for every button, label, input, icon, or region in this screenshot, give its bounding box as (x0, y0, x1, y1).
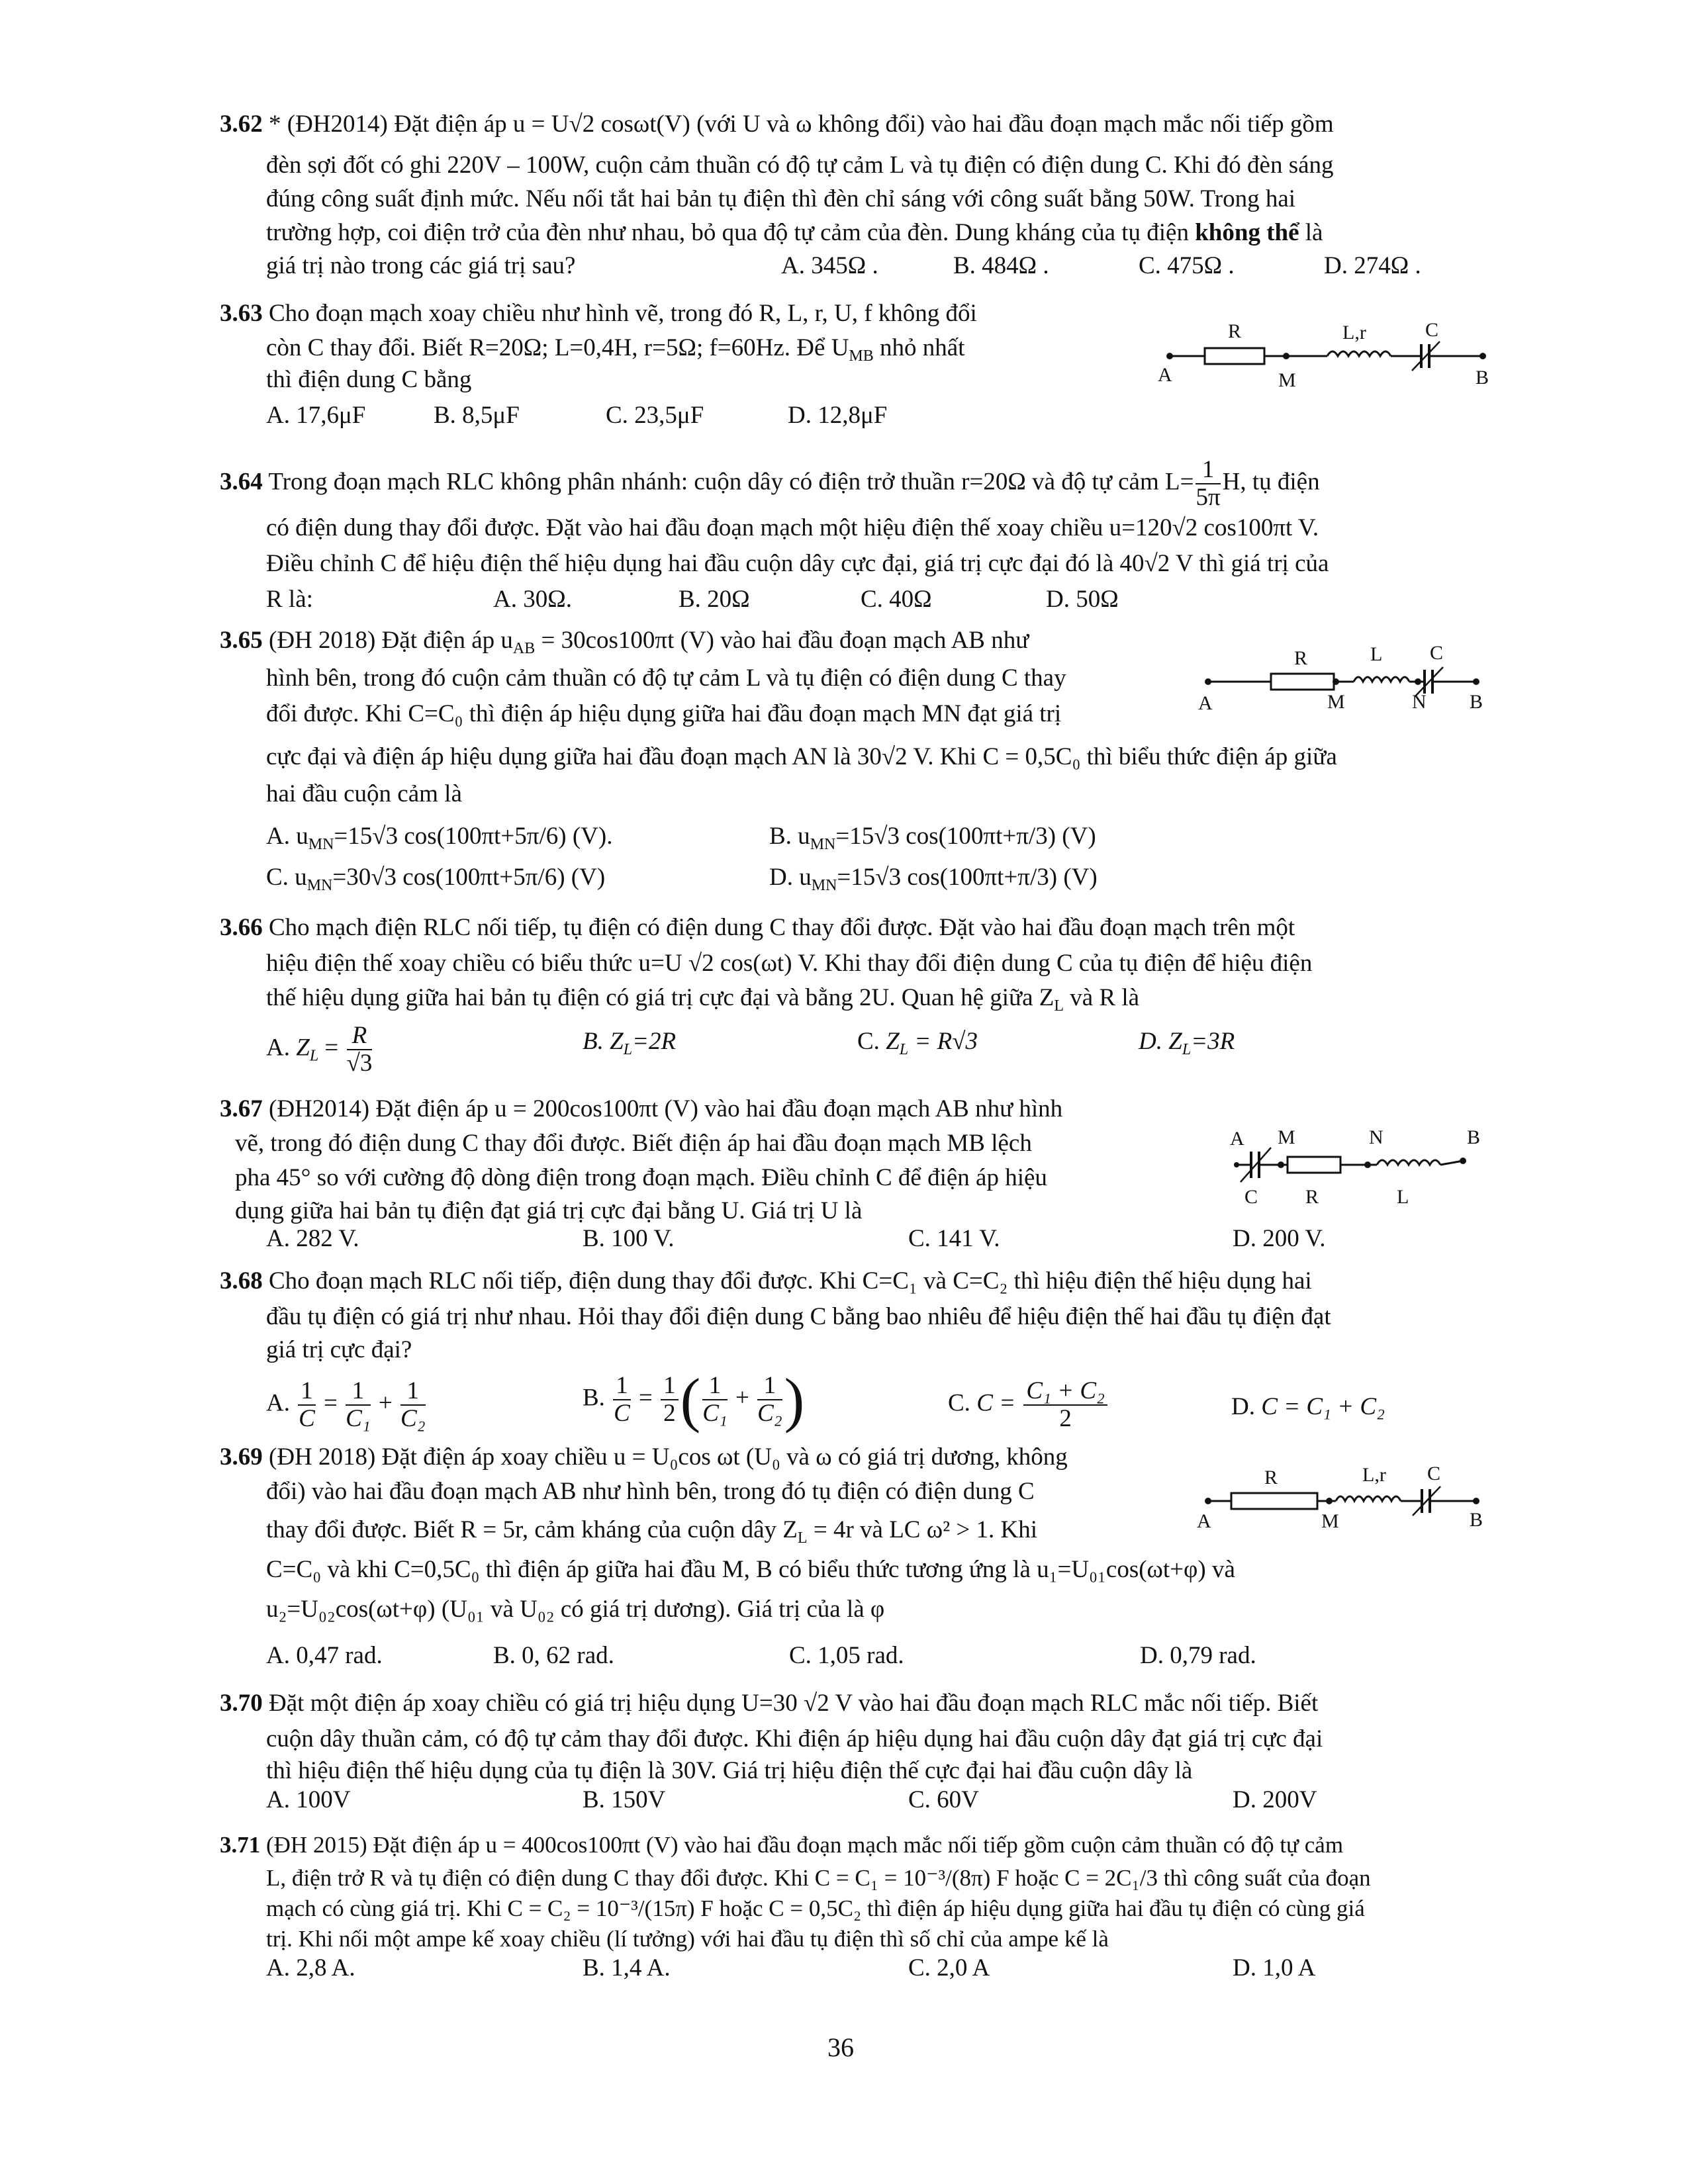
fraction-denominator: C (614, 1400, 630, 1427)
question-text: * (ĐH2014) Đặt điện áp u = U√2 cosωt(V) (với U và ω không đổi) vào hai đầu đoạn mạch mắc nối tiếp gồm (269, 111, 1334, 138)
subscript: L (899, 1041, 909, 1058)
fraction (1196, 457, 1220, 511)
label-L: L (1397, 1186, 1409, 1208)
math-op: = (318, 1034, 345, 1062)
fraction-numerator: 1 (661, 1373, 679, 1400)
q69-line5: u₂=U₀₂cos(ωt+φ) (U₀₁ và U₀₂ có giá trị dương). Giá trị của là φ (266, 1596, 885, 1623)
q66-line2: hiệu điện thế xoay chiều có biểu thức u=U √2 cos(ωt) V. Khi thay đổi điện dung C của tụ điện để hiệu điện (266, 950, 1313, 977)
fraction-denominator: 5π (1196, 484, 1221, 511)
q68-option-c (948, 1378, 1109, 1432)
subscript: L (1054, 997, 1064, 1015)
inductor-symbol (1336, 1496, 1401, 1501)
option-label: B. u (769, 823, 810, 850)
option-value: =15√3 cos(100πt+π/3) (V) (837, 864, 1098, 891)
page-number: 36 (827, 2032, 854, 2062)
option-label: C. u (266, 864, 307, 891)
q69-option-b: B. 0, 62 rad. (493, 1642, 614, 1669)
question-text: Đặt một điện áp xoay chiều có giá trị hiệu dụng U=30 √2 V vào hai đầu đoạn mạch RLC mắc nối tiếp. Biết (269, 1690, 1319, 1717)
q69-line1 (220, 1443, 1068, 1472)
q69-line3-text: thay đổi được. Biết R = 5r, cảm kháng của cuộn dây Z (266, 1516, 798, 1543)
label-R: R (1294, 647, 1308, 669)
subscript: MN (810, 836, 836, 853)
question-text: (ĐH 2018) Đặt điện áp u (269, 627, 513, 654)
label-R: R (1264, 1467, 1278, 1488)
q71-line3: mạch có cùng giá trị. Khi C = C₂ = 10⁻³/(15π) F hoặc C = 0,5C₂ thì điện áp hiệu dụng giữa hai đầu tụ điện có cùng giá (266, 1895, 1365, 1921)
question-number: 3.62 (220, 111, 263, 138)
question-text: Trong đoạn mạch RLC không phân nhánh: cuộn dây có điện trở thuần r=20Ω và độ tự cảm L= (268, 468, 1194, 496)
option-value: =15√3 cos(100πt+π/3) (V) (835, 823, 1096, 850)
label-Lr: L,r (1362, 1464, 1386, 1486)
fraction (347, 1023, 373, 1077)
subscript: AB (512, 640, 536, 657)
option-value: =30√3 cos(100πt+5π/6) (V) (332, 864, 606, 891)
resistor-symbol (1271, 674, 1334, 690)
q65-line1-end: = 30cos100πt (V) vào hai đầu đoạn mạch AB như (541, 627, 1029, 654)
q70-option-a: A. 100V (266, 1786, 351, 1813)
option-value: =2R (632, 1028, 677, 1055)
label-A: A (1197, 1510, 1211, 1532)
q62-line2: đèn sợi đốt có ghi 220V – 100W, cuộn cảm thuần có độ tự cảm L và tụ điện có điện dung C. Khi đó đèn sáng (266, 152, 1334, 179)
option-label: D. Z (1139, 1028, 1182, 1055)
q67-line3: pha 45° so với cường độ dòng điện trong đoạn mạch. Điều chỉnh C để điện áp hiệu (235, 1164, 1047, 1191)
q64-line3: Điều chỉnh C để hiệu điện thế hiệu dụng hai đầu cuộn dây cực đại, giá trị cực đại đó là 40√2 V thì giá trị của (266, 550, 1329, 577)
subscript: MN (306, 877, 333, 894)
label-Lr: L,r (1342, 322, 1366, 343)
fraction-numerator: 1 (702, 1373, 727, 1400)
q71-option-a: A. 2,8 A. (266, 1954, 355, 1981)
q70-line2: cuộn dây thuần cảm, có độ tự cảm thay đổi được. Khi điện áp hiệu dụng hai đầu cuộn dây đạt giá trị cực đại (266, 1725, 1323, 1752)
fraction-numerator: 1 (298, 1378, 316, 1406)
q71-line1 (220, 1831, 1343, 1860)
question-text: (ĐH2014) Đặt điện áp u = 200cos100πt (V) vào hai đầu đoạn mạch AB như hình (269, 1095, 1063, 1122)
q62-line4-text: trường hợp, coi điện trở của đèn như nhau, bỏ qua độ tự cảm của đèn. Dung kháng của tụ điện (266, 219, 1189, 246)
q63-line3: thì điện dung C bằng (266, 366, 472, 393)
q63-line1 (220, 299, 977, 328)
q65-line1 (220, 626, 1029, 663)
question-number: 3.71 (220, 1832, 261, 1858)
label-M: M (1321, 1510, 1339, 1532)
fraction (400, 1378, 426, 1432)
q62-line1 (220, 110, 1334, 139)
fraction (346, 1378, 371, 1432)
inductor-symbol (1354, 677, 1409, 682)
q71-option-c: C. 2,0 A (908, 1954, 990, 1981)
option-label: C. (948, 1389, 970, 1417)
fraction-numerator: 1 (346, 1378, 371, 1406)
q65-option-d (769, 863, 1098, 900)
label-B: B (1470, 1509, 1483, 1531)
subscript: L (623, 1041, 633, 1058)
option-label: A. (266, 1389, 290, 1417)
q62-option-b: B. 484Ω . (953, 252, 1049, 279)
fraction-denominator: 2 (663, 1400, 676, 1427)
q66-option-a (266, 1023, 374, 1077)
question-number: 3.64 (220, 468, 263, 496)
q62-option-a: A. 345Ω . (781, 252, 878, 279)
label-R: R (1305, 1186, 1319, 1208)
q70-option-b: B. 150V (583, 1786, 666, 1813)
q67-option-a: A. 282 V. (266, 1225, 359, 1252)
option-label: D. u (769, 864, 812, 891)
option-label: B. (583, 1384, 605, 1412)
q69-circuit-diagram (1192, 1461, 1496, 1534)
question-number: 3.70 (220, 1690, 263, 1717)
question-number: 3.65 (220, 627, 263, 654)
q65-circuit-diagram (1192, 641, 1496, 713)
fraction-numerator: 1 (613, 1373, 631, 1400)
q67-line4: dụng giữa hai bản tụ điện đạt giá trị cực đại bằng U. Giá trị U là (235, 1197, 863, 1224)
q63-option-d: D. 12,8μF (788, 402, 888, 429)
fraction-denominator: C₂ (757, 1400, 782, 1427)
q65-line2: hình bên, trong đó cuộn cảm thuần có độ tự cảm L và tụ điện có điện dung C thay (266, 664, 1066, 692)
q69-option-d: D. 0,79 rad. (1140, 1642, 1256, 1669)
q67-option-b: B. 100 V. (583, 1225, 675, 1252)
q67-line1 (220, 1095, 1062, 1124)
label-C: C (1425, 319, 1439, 341)
q69-option-a: A. 0,47 rad. (266, 1642, 383, 1669)
question-text: (ĐH 2015) Đặt điện áp u = 400cos100πt (V) vào hai đầu đoạn mạch mắc nối tiếp gồm cuộn cảm thuần có độ tự cảm (266, 1832, 1344, 1858)
fraction-denominator: C₂ (400, 1405, 426, 1432)
q67-option-c: C. 141 V. (908, 1225, 1000, 1252)
q71-line2: L, điện trở R và tụ điện có điện dung C thay đổi được. Khi C = C₁ = 10⁻³/(8π) F hoặc C = 2C₁/3 thì công suất của đoạn (266, 1865, 1371, 1891)
q62-line5: giá trị nào trong các giá trị sau? (266, 252, 576, 279)
q64-option-b: B. 20Ω (679, 586, 750, 613)
q66-option-d (1139, 1027, 1235, 1064)
q63-circuit-diagram (1155, 316, 1499, 396)
q68-line2: đầu tụ điện có giá trị như nhau. Hỏi thay đổi điện dung C bằng bao nhiêu để hiệu điện thế hai đầu tụ điện đạt (266, 1303, 1331, 1330)
subscript: L (797, 1529, 808, 1547)
q71-option-d: D. 1,0 A (1233, 1954, 1316, 1981)
q64-line2: có điện dung thay đổi được. Đặt vào hai đầu đoạn mạch một hiệu điện thế xoay chiều u=120√2 cos100πt V. (266, 514, 1319, 541)
label-M: M (1278, 369, 1296, 391)
q68-option-a: A. $\frac{1}{C}$ = $\frac{1}{\text{C₁}}$ + $\frac{1}{\text{C₂}}$ (266, 1377, 426, 1432)
q65-option-a (266, 822, 612, 859)
q67-circuit-diagram (1218, 1118, 1496, 1218)
question-text: Cho đoạn mạch xoay chiều như hình vẽ, trong đó R, L, r, U, f không đổi (269, 300, 977, 327)
label-M: M (1278, 1126, 1295, 1148)
subscript: L (309, 1047, 319, 1065)
q63-option-b: B. 8,5μF (434, 402, 520, 429)
option-value: =3R (1191, 1028, 1235, 1055)
q69-option-c: C. 1,05 rad. (789, 1642, 904, 1669)
fraction-numerator: 1 (1196, 457, 1220, 484)
label-B: B (1470, 691, 1483, 713)
label-L: L (1370, 643, 1383, 665)
q64-line1 (220, 457, 1320, 511)
q66-line3-end: và R là (1070, 984, 1140, 1011)
option-label: B. Z (583, 1028, 624, 1055)
q66-option-c (857, 1027, 978, 1064)
fraction (613, 1373, 631, 1427)
q63-option-a: A. 17,6μF (266, 402, 366, 429)
option-label: A. u (266, 823, 308, 850)
paren-right: ) (784, 1366, 805, 1433)
label-C: C (1430, 642, 1444, 664)
q66-option-b (583, 1027, 676, 1064)
paren-left: ( (680, 1366, 701, 1433)
fraction-denominator: C₁ (702, 1400, 727, 1427)
fraction (757, 1373, 782, 1427)
q65-line4: cực đại và điện áp hiệu dụng giữa hai đầu đoạn mạch AN là 30√2 V. Khi C = 0,5C₀ thì biểu thức điện áp giữa (266, 743, 1337, 770)
q63-option-c: C. 23,5μF (606, 402, 704, 429)
q65-line5: hai đầu cuộn cảm là (266, 780, 462, 807)
question-text: Cho mạch điện RLC nối tiếp, tụ điện có điện dung C thay đổi được. Đặt vào hai đầu đoạn mạch trên một (269, 914, 1295, 941)
subscript: MN (811, 877, 837, 894)
q62-option-d: D. 274Ω . (1324, 252, 1421, 279)
fraction (1023, 1378, 1107, 1432)
question-number: 3.67 (220, 1095, 263, 1122)
q65-line3: đổi được. Khi C=C₀ thì điện áp hiệu dụng giữa hai đầu đoạn mạch MN đạt giá trị (266, 700, 1062, 727)
q69-line3 (266, 1516, 1037, 1553)
question-number: 3.66 (220, 914, 263, 941)
q68-option-b: B. $\frac{1}{C}$ = $\frac{1}{2}$ ( $\frac{1}{\text{C₁}}$ + $\frac{1}{\text{C₂}}$ ) (583, 1366, 805, 1433)
fraction-denominator: C (299, 1405, 315, 1432)
q62-option-c: C. 475Ω . (1139, 252, 1235, 279)
subscript: L (1182, 1041, 1192, 1058)
inductor-symbol (1377, 1160, 1440, 1165)
option-label: D. (1231, 1393, 1255, 1420)
math-expression: C = (976, 1389, 1022, 1417)
q66-line3-text: thế hiệu dụng giữa hai bản tụ điện có giá trị cực đại và bằng 2U. Quan hệ giữa Z (266, 984, 1055, 1011)
option-label: A. (266, 1034, 290, 1062)
resistor-symbol (1288, 1157, 1340, 1173)
q69-line3-end: = 4r và LC ω² > 1. Khi (807, 1516, 1038, 1543)
q71-line4: trị. Khi nối một ampe kế xoay chiều (lí tưởng) với hai đầu tụ điện thì số chỉ của ampe kế là (266, 1926, 1109, 1952)
label-C: C (1244, 1186, 1258, 1208)
q64-line1-end: H, tụ điện (1222, 468, 1320, 496)
math-var: Z (296, 1034, 310, 1062)
fraction-numerator: 1 (757, 1373, 782, 1400)
option-value: = R√3 (908, 1028, 978, 1055)
subscript: MB (849, 347, 874, 365)
option-value: =15√3 cos(100πt+5π/6) (V). (334, 823, 613, 850)
q64-option-d: D. 50Ω (1046, 586, 1119, 613)
q64-option-a: A. 30Ω. (493, 586, 572, 613)
q70-line1 (220, 1689, 1318, 1718)
math-var: Z (886, 1028, 900, 1055)
label-N: N (1369, 1126, 1383, 1148)
fraction-numerator: 1 (400, 1378, 426, 1406)
q62-emphasis: không thể (1195, 219, 1299, 246)
label-B: B (1467, 1126, 1481, 1148)
q70-option-d: D. 200V (1233, 1786, 1317, 1813)
q67-option-d: D. 200 V. (1233, 1225, 1326, 1252)
fraction (702, 1373, 727, 1427)
question-text: (ĐH 2018) Đặt điện áp xoay chiều u = U₀cos ωt (U₀ và ω có giá trị dương, không (269, 1443, 1068, 1471)
label-C: C (1427, 1463, 1441, 1484)
q69-line2: đổi) vào hai đầu đoạn mạch AB như hình bên, trong đó tụ điện có điện dung C (266, 1478, 1035, 1505)
fraction-numerator: C₁ + C₂ (1023, 1378, 1107, 1406)
q68-option-d (1231, 1392, 1385, 1422)
label-A: A (1158, 364, 1172, 386)
fraction-numerator: R (347, 1023, 373, 1050)
label-B: B (1476, 367, 1489, 388)
label-N: N (1412, 691, 1427, 713)
label-R: R (1228, 320, 1242, 342)
q68-line3: giá trị cực đại? (266, 1336, 412, 1363)
q63-line2-end: nhỏ nhất (880, 334, 965, 361)
fraction-denominator: C₁ (346, 1405, 371, 1432)
q67-line2: vẽ, trong đó điện dung C thay đổi được. Biết điện áp hai đầu đoạn mạch MB lệch (235, 1130, 1032, 1157)
label-M: M (1327, 691, 1345, 713)
q70-option-c: C. 60V (908, 1786, 979, 1813)
fraction (298, 1378, 316, 1432)
question-text: Cho đoạn mạch RLC nối tiếp, điện dung thay đổi được. Khi C=C₁ và C=C₂ thì hiệu điện thế hiệu dụng hai (269, 1267, 1312, 1295)
q63-line2-text: còn C thay đổi. Biết R=20Ω; L=0,4H, r=5Ω; f=60Hz. Để U (266, 334, 849, 361)
question-number: 3.69 (220, 1443, 263, 1471)
q62-line3: đúng công suất định mức. Nếu nối tắt hai bản tụ điện thì đèn chỉ sáng với công suất bằng 50W. Trong hai (266, 185, 1296, 212)
q70-line3: thì hiệu điện thế hiệu dụng của tụ điện là 30V. Giá trị hiệu điện thế cực đại hai đầu cuộn dây là (266, 1757, 1193, 1784)
fraction (661, 1373, 679, 1427)
q62-line4 (266, 218, 1323, 248)
label-A: A (1230, 1128, 1244, 1150)
q64-option-c: C. 40Ω (861, 586, 932, 613)
fraction-denominator: √3 (346, 1050, 373, 1077)
subscript: MN (308, 836, 334, 853)
q68-line1 (220, 1267, 1312, 1296)
question-number: 3.68 (220, 1267, 263, 1295)
resistor-symbol (1231, 1493, 1317, 1509)
math-expression: C = C₁ + C₂ (1261, 1393, 1385, 1420)
fraction-denominator: 2 (1059, 1405, 1072, 1432)
q69-line4: C=C₀ và khi C=0,5C₀ thì điện áp giữa hai đầu M, B có biểu thức tương ứng là u₁=U₀₁cos(ωt+φ) và (266, 1556, 1235, 1583)
q65-option-c (266, 863, 605, 900)
q62-line4-end: là (1305, 219, 1323, 246)
resistor-symbol (1205, 348, 1264, 364)
question-number: 3.63 (220, 300, 263, 327)
q65-option-b (769, 822, 1096, 859)
label-A: A (1198, 692, 1213, 713)
q66-line3 (266, 983, 1139, 1021)
q71-option-b: B. 1,4 A. (583, 1954, 671, 1981)
option-label: C. (857, 1028, 880, 1055)
q66-line1 (220, 913, 1295, 942)
inductor-symbol (1327, 351, 1391, 356)
q64-line4: R là: (266, 586, 313, 613)
